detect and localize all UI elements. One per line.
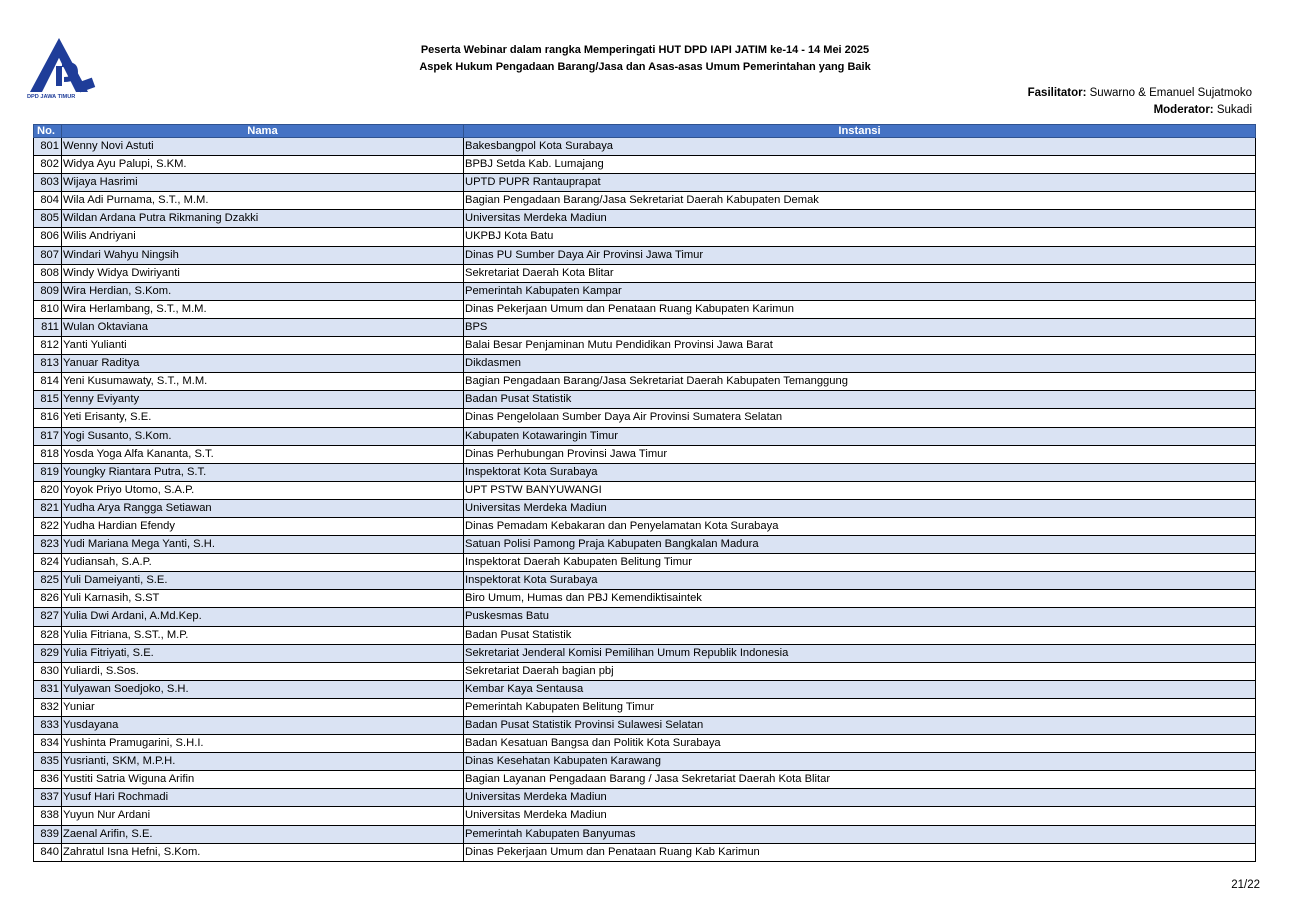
table-row xyxy=(34,536,1256,554)
cell-instansi: BPBJ Setda Kab. Lumajang xyxy=(464,156,1256,174)
table-row xyxy=(34,662,1256,680)
cell-no: 805 xyxy=(34,210,62,228)
cell-no: 807 xyxy=(34,246,62,264)
cell-nama: Windari Wahyu Ningsih xyxy=(62,246,464,264)
table-header-row xyxy=(34,125,1256,138)
table-row xyxy=(34,391,1256,409)
cell-no: 808 xyxy=(34,264,62,282)
cell-instansi: Kembar Kaya Sentausa xyxy=(464,680,1256,698)
cell-instansi: Bakesbangpol Kota Surabaya xyxy=(464,138,1256,156)
cell-no: 824 xyxy=(34,554,62,572)
table-row xyxy=(34,463,1256,481)
iapi-logo xyxy=(26,36,100,100)
cell-no: 821 xyxy=(34,499,62,517)
table-row xyxy=(34,246,1256,264)
table-row xyxy=(34,318,1256,336)
cell-nama: Yeti Erisanty, S.E. xyxy=(62,409,464,427)
cell-nama: Yosda Yoga Alfa Kananta, S.T. xyxy=(62,445,464,463)
table-row xyxy=(34,210,1256,228)
table-row xyxy=(34,644,1256,662)
cell-instansi: Universitas Merdeka Madiun xyxy=(464,499,1256,517)
cell-no: 809 xyxy=(34,282,62,300)
cell-no: 828 xyxy=(34,626,62,644)
cell-no: 822 xyxy=(34,517,62,535)
table-row xyxy=(34,499,1256,517)
cell-nama: Yulyawan Soedjoko, S.H. xyxy=(62,680,464,698)
table-row xyxy=(34,409,1256,427)
cell-no: 803 xyxy=(34,174,62,192)
cell-instansi: Badan Pusat Statistik Provinsi Sulawesi Selatan xyxy=(464,717,1256,735)
facilitator-block xyxy=(1028,85,1252,119)
cell-no: 838 xyxy=(34,807,62,825)
table-row xyxy=(34,337,1256,355)
cell-instansi: Pemerintah Kabupaten Banyumas xyxy=(464,825,1256,843)
cell-instansi: Dinas Pekerjaan Umum dan Penataan Ruang Kabupaten Karimun xyxy=(464,300,1256,318)
cell-instansi: Dinas Pemadam Kebakaran dan Penyelamatan Kota Surabaya xyxy=(464,517,1256,535)
table-row xyxy=(34,156,1256,174)
table-row xyxy=(34,554,1256,572)
cell-nama: Wijaya Hasrimi xyxy=(62,174,464,192)
cell-nama: Wildan Ardana Putra Rikmaning Dzakki xyxy=(62,210,464,228)
cell-nama: Yudi Mariana Mega Yanti, S.H. xyxy=(62,536,464,554)
cell-nama: Yulia Fitriyati, S.E. xyxy=(62,644,464,662)
cell-nama: Wila Adi Purnama, S.T., M.M. xyxy=(62,192,464,210)
cell-nama: Widya Ayu Palupi, S.KM. xyxy=(62,156,464,174)
fasilitator-value: Suwarno & Emanuel Sujatmoko xyxy=(1086,87,1252,99)
title-line-2: Aspek Hukum Pengadaan Barang/Jasa dan Asas-asas Umum Pemerintahan yang Baik xyxy=(419,61,871,73)
cell-instansi: Sekretariat Daerah bagian pbj xyxy=(464,662,1256,680)
moderator-value: Sukadi xyxy=(1213,104,1252,116)
cell-instansi: Balai Besar Penjaminan Mutu Pendidikan Provinsi Jawa Barat xyxy=(464,337,1256,355)
table-row xyxy=(34,228,1256,246)
cell-no: 840 xyxy=(34,843,62,861)
cell-nama: Yuliardi, S.Sos. xyxy=(62,662,464,680)
cell-no: 839 xyxy=(34,825,62,843)
cell-nama: Zaenal Arifin, S.E. xyxy=(62,825,464,843)
cell-no: 819 xyxy=(34,463,62,481)
fasilitator-label: Fasilitator: xyxy=(1027,87,1087,99)
cell-instansi: Dinas PU Sumber Daya Air Provinsi Jawa Timur xyxy=(464,246,1256,264)
cell-no: 827 xyxy=(34,608,62,626)
cell-nama: Yulia Dwi Ardani, A.Md.Kep. xyxy=(62,608,464,626)
cell-nama: Yulia Fitriana, S.ST., M.P. xyxy=(62,626,464,644)
table-row xyxy=(34,680,1256,698)
table-row xyxy=(34,192,1256,210)
cell-nama: Yusrianti, SKM, M.P.H. xyxy=(62,753,464,771)
cell-nama: Yuli Karnasih, S.ST xyxy=(62,590,464,608)
cell-instansi: Pemerintah Kabupaten Belitung Timur xyxy=(464,698,1256,716)
table-row xyxy=(34,771,1256,789)
cell-nama: Yoyok Priyo Utomo, S.A.P. xyxy=(62,481,464,499)
table-row xyxy=(34,789,1256,807)
page-number: 21/22 xyxy=(1231,879,1260,891)
cell-nama: Wilis Andriyani xyxy=(62,228,464,246)
table-row xyxy=(34,608,1256,626)
cell-no: 826 xyxy=(34,590,62,608)
table-row xyxy=(34,445,1256,463)
cell-nama: Yudha Hardian Efendy xyxy=(62,517,464,535)
cell-nama: Wulan Oktaviana xyxy=(62,318,464,336)
cell-instansi: Bagian Pengadaan Barang/Jasa Sekretariat Daerah Kabupaten Temanggung xyxy=(464,373,1256,391)
cell-instansi: Biro Umum, Humas dan PBJ Kemendiktisaintek xyxy=(464,590,1256,608)
table-row xyxy=(34,373,1256,391)
table-row xyxy=(34,355,1256,373)
cell-no: 813 xyxy=(34,355,62,373)
cell-instansi: Dinas Pengelolaan Sumber Daya Air Provinsi Sumatera Selatan xyxy=(464,409,1256,427)
cell-instansi: Sekretariat Jenderal Komisi Pemilihan Umum Republik Indonesia xyxy=(464,644,1256,662)
cell-no: 817 xyxy=(34,427,62,445)
cell-no: 835 xyxy=(34,753,62,771)
cell-instansi: Bagian Layanan Pengadaan Barang / Jasa Sekretariat Daerah Kota Blitar xyxy=(464,771,1256,789)
document-title xyxy=(340,42,950,76)
cell-no: 836 xyxy=(34,771,62,789)
cell-nama: Yeni Kusumawaty, S.T., M.M. xyxy=(62,373,464,391)
column-header-no: No. xyxy=(34,125,62,138)
cell-instansi: Dinas Perhubungan Provinsi Jawa Timur xyxy=(464,445,1256,463)
cell-instansi: Puskesmas Batu xyxy=(464,608,1256,626)
cell-instansi: Badan Kesatuan Bangsa dan Politik Kota Surabaya xyxy=(464,735,1256,753)
logo-text: DPD JAWA TIMUR xyxy=(27,94,76,100)
cell-no: 801 xyxy=(34,138,62,156)
table-row xyxy=(34,843,1256,861)
table-row xyxy=(34,517,1256,535)
cell-no: 816 xyxy=(34,409,62,427)
cell-instansi: Dinas Pekerjaan Umum dan Penataan Ruang Kab Karimun xyxy=(464,843,1256,861)
title-line-1: Peserta Webinar dalam rangka Memperingati HUT DPD IAPI JATIM ke-14 - 14 Mei 2025 xyxy=(420,44,870,56)
cell-no: 804 xyxy=(34,192,62,210)
cell-no: 830 xyxy=(34,662,62,680)
cell-instansi: Universitas Merdeka Madiun xyxy=(464,210,1256,228)
cell-nama: Yuyun Nur Ardani xyxy=(62,807,464,825)
table-row xyxy=(34,807,1256,825)
cell-no: 818 xyxy=(34,445,62,463)
cell-no: 811 xyxy=(34,318,62,336)
iapi-logo-icon xyxy=(26,36,100,100)
cell-no: 829 xyxy=(34,644,62,662)
cell-nama: Yanti Yulianti xyxy=(62,337,464,355)
cell-no: 810 xyxy=(34,300,62,318)
cell-instansi: Dinas Kesehatan Kabupaten Karawang xyxy=(464,753,1256,771)
cell-no: 806 xyxy=(34,228,62,246)
cell-nama: Zahratul Isna Hefni, S.Kom. xyxy=(62,843,464,861)
cell-nama: Yudha Arya Rangga Setiawan xyxy=(62,499,464,517)
table-row xyxy=(34,735,1256,753)
cell-instansi: Universitas Merdeka Madiun xyxy=(464,807,1256,825)
cell-nama: Wenny Novi Astuti xyxy=(62,138,464,156)
cell-no: 812 xyxy=(34,337,62,355)
moderator-label: Moderator: xyxy=(1153,104,1214,116)
cell-nama: Yusuf Hari Rochmadi xyxy=(62,789,464,807)
cell-nama: Yudiansah, S.A.P. xyxy=(62,554,464,572)
cell-instansi: Badan Pusat Statistik xyxy=(464,391,1256,409)
cell-instansi: Badan Pusat Statistik xyxy=(464,626,1256,644)
column-header-instansi: Instansi xyxy=(464,125,1256,138)
cell-instansi: Dikdasmen xyxy=(464,355,1256,373)
cell-nama: Yuniar xyxy=(62,698,464,716)
cell-nama: Wira Herdian, S.Kom. xyxy=(62,282,464,300)
table-row xyxy=(34,717,1256,735)
cell-instansi: Inspektorat Kota Surabaya xyxy=(464,572,1256,590)
cell-no: 837 xyxy=(34,789,62,807)
cell-nama: Yenny Eviyanty xyxy=(62,391,464,409)
cell-nama: Windy Widya Dwiriyanti xyxy=(62,264,464,282)
cell-no: 823 xyxy=(34,536,62,554)
table-row xyxy=(34,481,1256,499)
cell-nama: Yuli Dameiyanti, S.E. xyxy=(62,572,464,590)
table-row xyxy=(34,138,1256,156)
table-row xyxy=(34,282,1256,300)
cell-instansi: Sekretariat Daerah Kota Blitar xyxy=(464,264,1256,282)
table-row xyxy=(34,825,1256,843)
cell-nama: Yogi Susanto, S.Kom. xyxy=(62,427,464,445)
cell-instansi: UPT PSTW BANYUWANGI xyxy=(464,481,1256,499)
table-row xyxy=(34,698,1256,716)
participant-table xyxy=(33,124,1256,862)
table-row xyxy=(34,264,1256,282)
cell-nama: Yustiti Satria Wiguna Arifin xyxy=(62,771,464,789)
table-row xyxy=(34,300,1256,318)
cell-instansi: Pemerintah Kabupaten Kampar xyxy=(464,282,1256,300)
cell-nama: Youngky Riantara Putra, S.T. xyxy=(62,463,464,481)
table-row xyxy=(34,626,1256,644)
cell-instansi: UKPBJ Kota Batu xyxy=(464,228,1256,246)
cell-instansi: Inspektorat Daerah Kabupaten Belitung Timur xyxy=(464,554,1256,572)
cell-instansi: Universitas Merdeka Madiun xyxy=(464,789,1256,807)
table-row xyxy=(34,753,1256,771)
cell-instansi: Inspektorat Kota Surabaya xyxy=(464,463,1256,481)
cell-no: 833 xyxy=(34,717,62,735)
cell-no: 834 xyxy=(34,735,62,753)
table-row xyxy=(34,572,1256,590)
table-row xyxy=(34,174,1256,192)
cell-nama: Wira Herlambang, S.T., M.M. xyxy=(62,300,464,318)
cell-no: 832 xyxy=(34,698,62,716)
cell-no: 831 xyxy=(34,680,62,698)
cell-no: 825 xyxy=(34,572,62,590)
cell-instansi: Satuan Polisi Pamong Praja Kabupaten Bangkalan Madura xyxy=(464,536,1256,554)
table-row xyxy=(34,427,1256,445)
cell-nama: Yusdayana xyxy=(62,717,464,735)
cell-instansi: BPS xyxy=(464,318,1256,336)
cell-nama: Yanuar Raditya xyxy=(62,355,464,373)
column-header-nama: Nama xyxy=(62,125,464,138)
cell-no: 815 xyxy=(34,391,62,409)
table-row xyxy=(34,590,1256,608)
cell-instansi: Kabupaten Kotawaringin Timur xyxy=(464,427,1256,445)
cell-instansi: Bagian Pengadaan Barang/Jasa Sekretariat Daerah Kabupaten Demak xyxy=(464,192,1256,210)
cell-nama: Yushinta Pramugarini, S.H.I. xyxy=(62,735,464,753)
cell-no: 802 xyxy=(34,156,62,174)
cell-no: 820 xyxy=(34,481,62,499)
cell-instansi: UPTD PUPR Rantauprapat xyxy=(464,174,1256,192)
cell-no: 814 xyxy=(34,373,62,391)
